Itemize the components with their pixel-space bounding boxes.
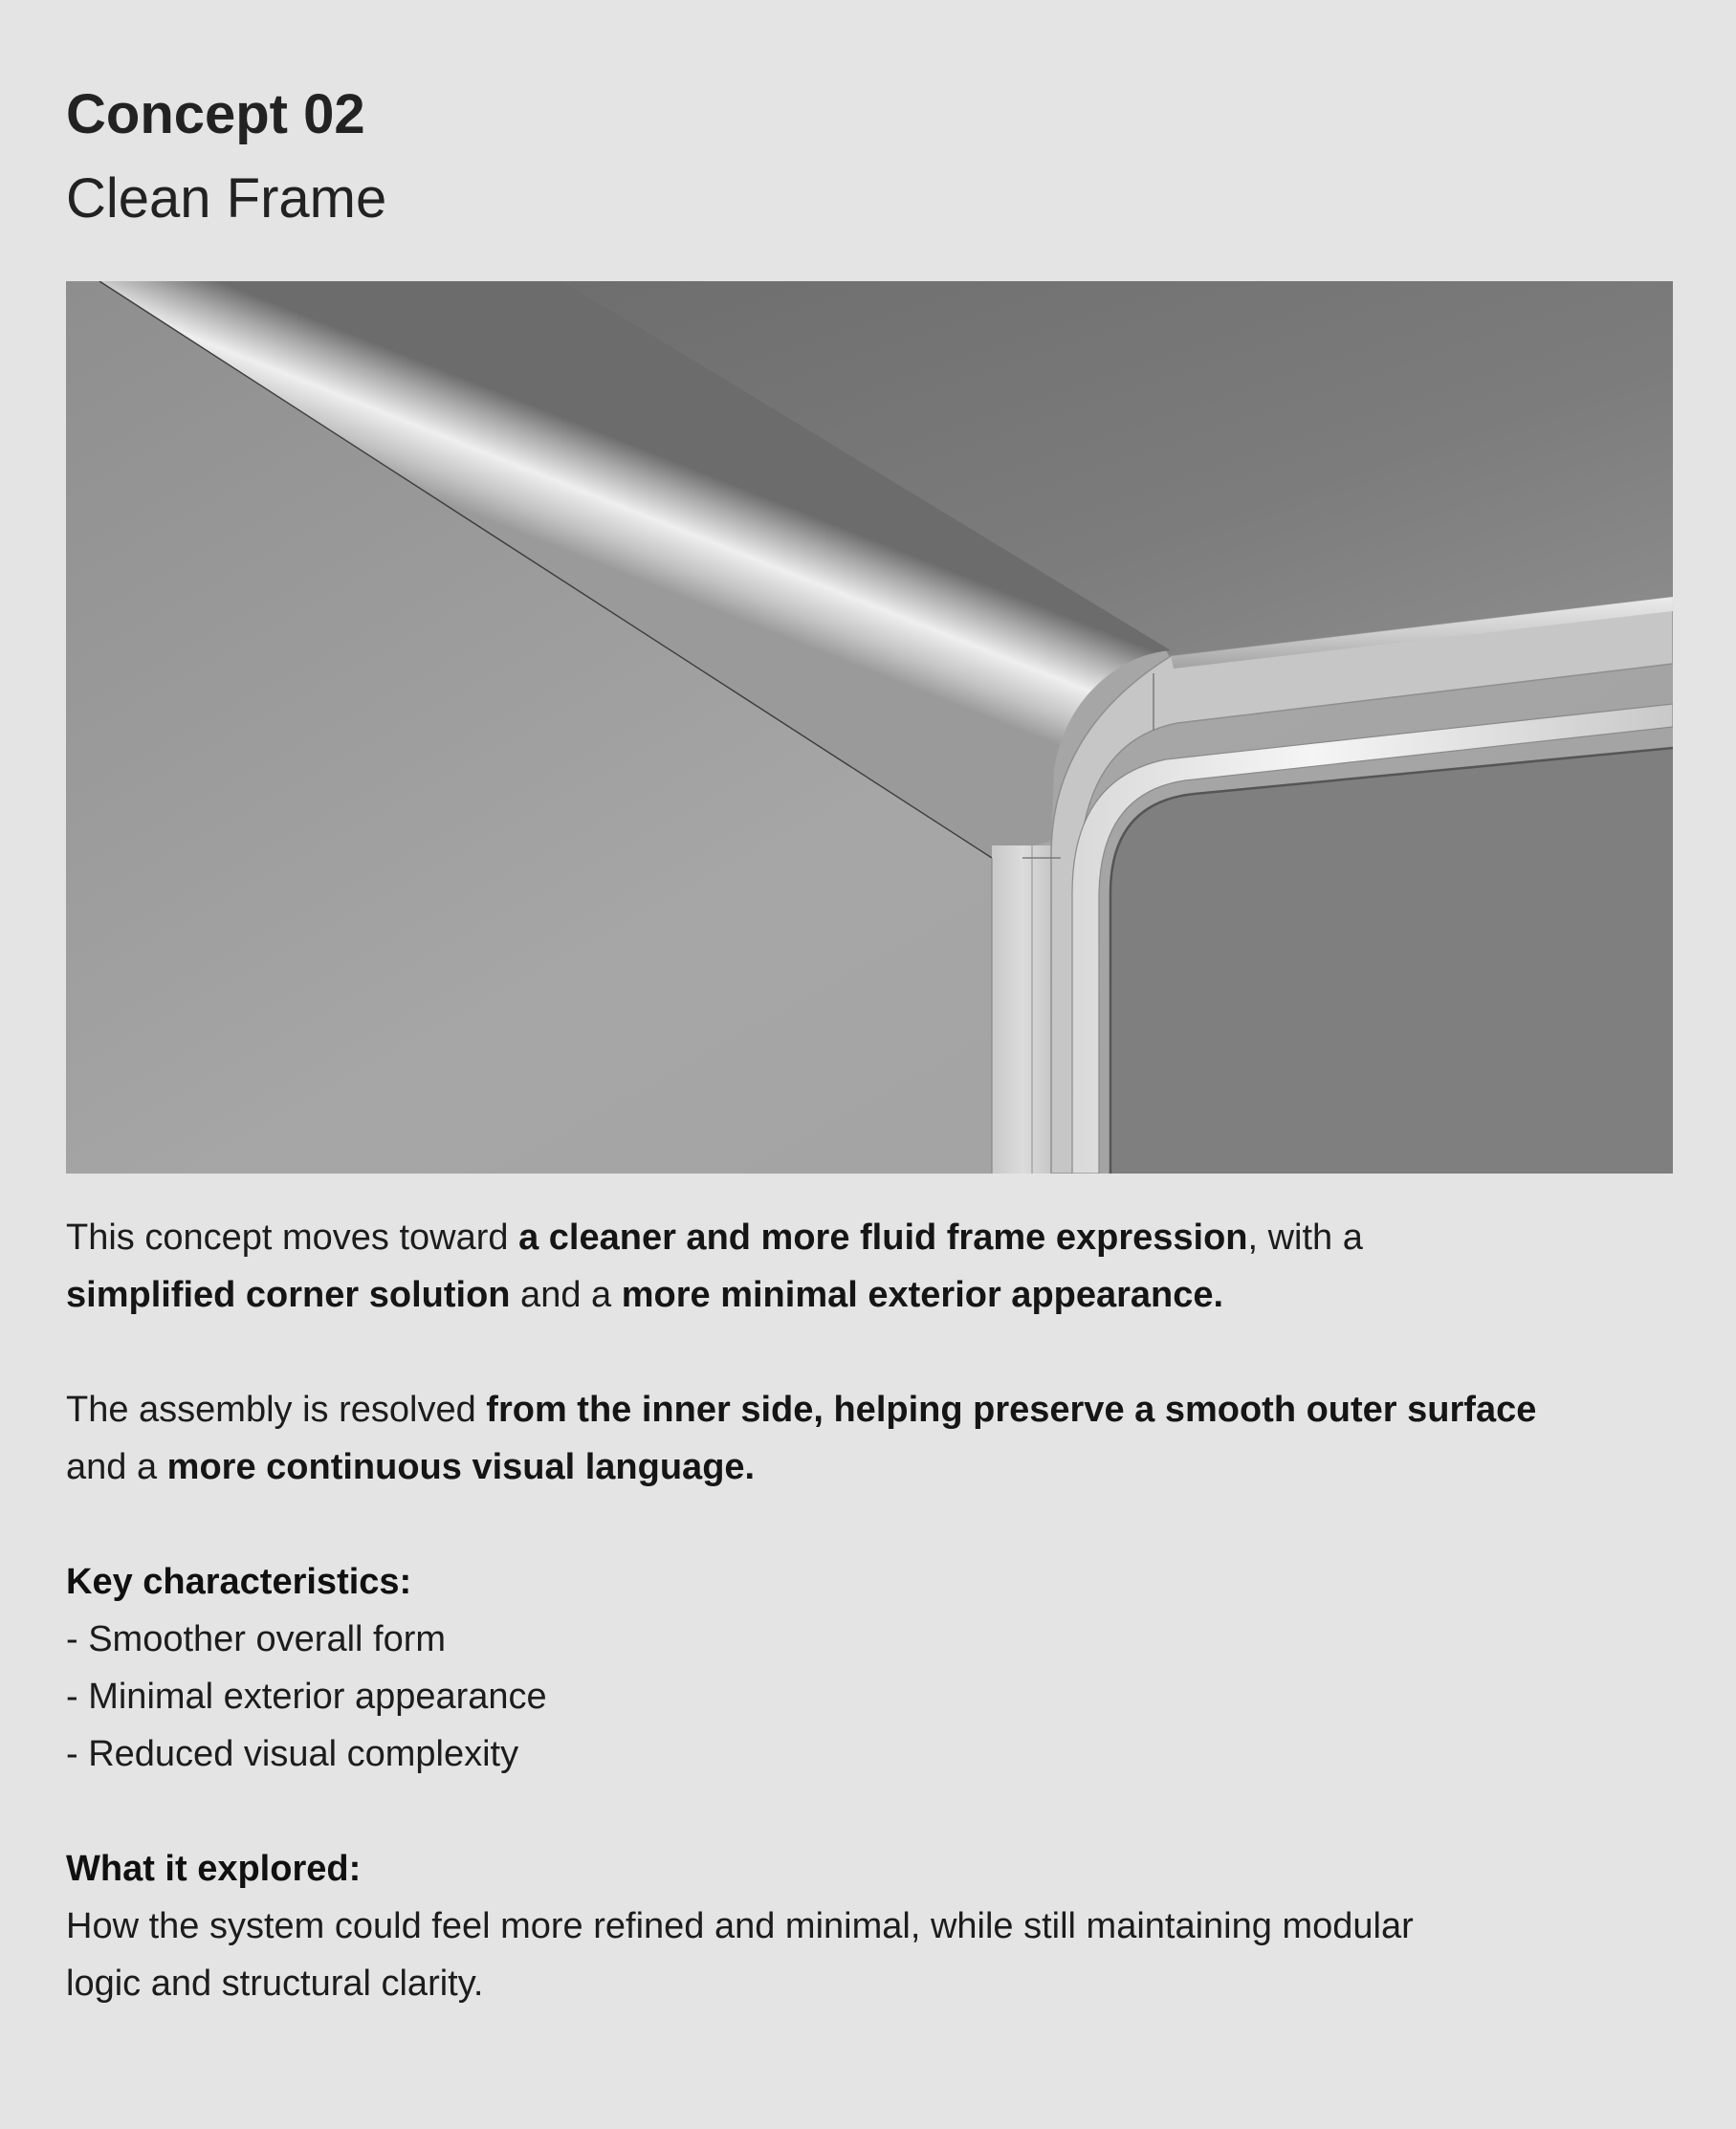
characteristic-item: - Minimal exterior appearance xyxy=(66,1677,547,1717)
description xyxy=(66,1209,1673,2012)
characteristic-item: - Smoother overall form xyxy=(66,1619,447,1659)
explored-heading: What it explored: xyxy=(66,1849,362,1889)
explored-line-1: How the system could feel more refined and minimal, while still maintaining modular xyxy=(66,1906,1414,1946)
assembly-line-2: and a more continuous visual language. xyxy=(66,1447,756,1487)
assembly-line-1: The assembly is resolved from the inner side, helping preserve a smooth outer surface xyxy=(66,1390,1537,1430)
frame-corner-render xyxy=(66,281,1673,1174)
intro-line-1: This concept moves toward a cleaner and more fluid frame expression, with a xyxy=(66,1218,1363,1258)
intro-line-2: simplified corner solution and a more minimal exterior appearance. xyxy=(66,1275,1224,1315)
characteristic-item: - Reduced visual complexity xyxy=(66,1734,519,1774)
explored-line-2: logic and structural clarity. xyxy=(66,1964,484,2004)
concept-title: Concept 02 xyxy=(66,83,365,145)
characteristics-heading: Key characteristics: xyxy=(66,1562,412,1602)
concept-subtitle: Clean Frame xyxy=(66,167,387,230)
